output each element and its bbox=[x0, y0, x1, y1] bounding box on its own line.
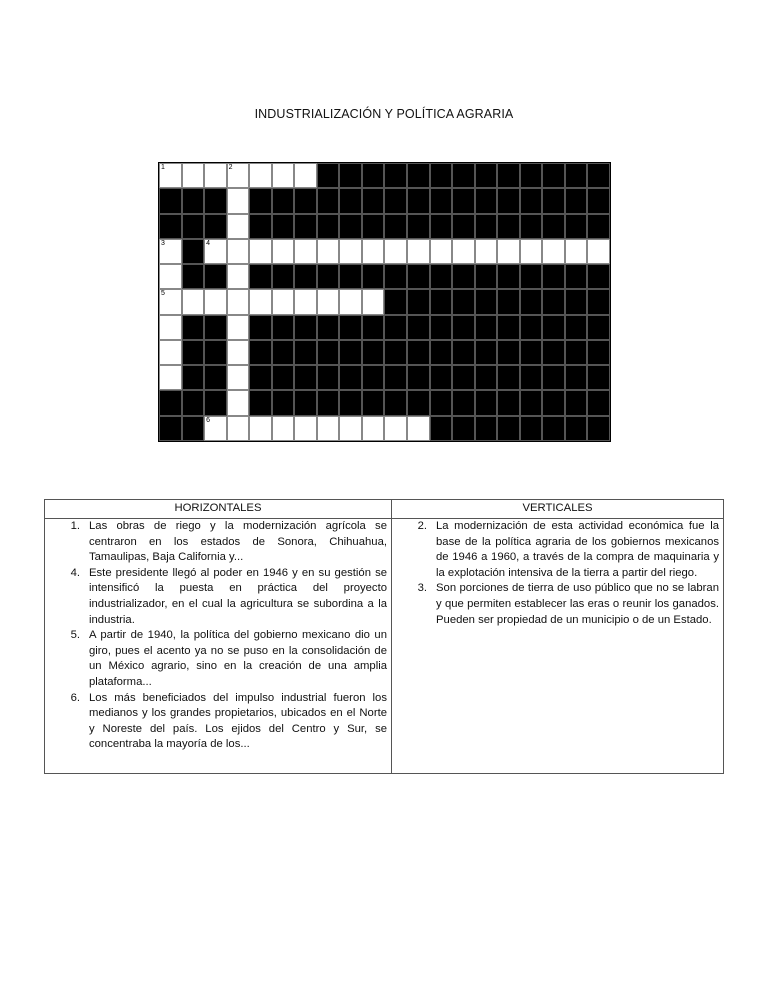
crossword-block bbox=[542, 163, 565, 188]
crossword-block bbox=[587, 365, 610, 390]
crossword-block bbox=[182, 315, 205, 340]
crossword-block bbox=[475, 289, 498, 314]
clue-number-label: 2. bbox=[417, 520, 427, 532]
crossword-cell[interactable] bbox=[227, 365, 250, 390]
crossword-block bbox=[317, 214, 340, 239]
crossword-cell[interactable] bbox=[294, 416, 317, 441]
crossword-cell[interactable] bbox=[159, 239, 182, 264]
crossword-block bbox=[384, 289, 407, 314]
crossword-cell[interactable] bbox=[272, 289, 295, 314]
crossword-block bbox=[542, 188, 565, 213]
crossword-cell[interactable] bbox=[339, 239, 362, 264]
crossword-block bbox=[317, 264, 340, 289]
crossword-block bbox=[520, 264, 543, 289]
crossword-block bbox=[587, 289, 610, 314]
crossword-block bbox=[384, 214, 407, 239]
crossword-cell[interactable] bbox=[227, 340, 250, 365]
crossword-block bbox=[587, 163, 610, 188]
crossword-block bbox=[249, 340, 272, 365]
clue-number: 4 bbox=[206, 239, 210, 247]
clue-number: 1 bbox=[161, 164, 165, 171]
crossword-cell[interactable] bbox=[430, 239, 453, 264]
crossword-block bbox=[520, 188, 543, 213]
vertical-clue-list bbox=[396, 519, 719, 628]
crossword-block bbox=[362, 188, 385, 213]
crossword-block bbox=[475, 163, 498, 188]
crossword-cell[interactable] bbox=[204, 416, 227, 441]
crossword-block bbox=[475, 340, 498, 365]
crossword-cell[interactable] bbox=[159, 340, 182, 365]
clue-number: 5 bbox=[161, 290, 165, 298]
crossword-cell[interactable] bbox=[182, 289, 205, 314]
crossword-block bbox=[587, 214, 610, 239]
crossword-block bbox=[565, 264, 588, 289]
crossword-block bbox=[272, 188, 295, 213]
crossword-block bbox=[294, 264, 317, 289]
crossword-block bbox=[204, 264, 227, 289]
crossword-cell[interactable] bbox=[159, 365, 182, 390]
crossword-block bbox=[204, 340, 227, 365]
crossword-block bbox=[407, 188, 430, 213]
crossword-cell[interactable] bbox=[317, 416, 340, 441]
crossword-block bbox=[587, 340, 610, 365]
crossword-block bbox=[362, 214, 385, 239]
crossword-block bbox=[362, 163, 385, 188]
crossword-block bbox=[294, 390, 317, 415]
page-title: INDUSTRIALIZACIÓN Y POLÍTICA AGRARIA bbox=[254, 107, 514, 121]
crossword-cell[interactable] bbox=[475, 239, 498, 264]
clue-text: Las obras de riego y la modernización agrícola se centraron en los estados de Sonora, Chihuahua, Tamaulipas, Baja California y... bbox=[89, 520, 387, 564]
crossword-block bbox=[587, 390, 610, 415]
crossword-block bbox=[339, 214, 362, 239]
crossword-block bbox=[430, 188, 453, 213]
clue-text: Son porciones de tierra de uso público que no se labran y que permiten establecer las eras o reunir los ganados. Pueden ser propiedad de un municipio o de un Estado. bbox=[436, 582, 719, 626]
horizontal-clue-list bbox=[49, 519, 387, 753]
crossword-block bbox=[497, 315, 520, 340]
crossword-block bbox=[520, 214, 543, 239]
crossword-cell[interactable] bbox=[227, 289, 250, 314]
crossword-block bbox=[542, 264, 565, 289]
crossword-cell[interactable] bbox=[227, 416, 250, 441]
crossword-block bbox=[497, 289, 520, 314]
crossword-block bbox=[542, 416, 565, 441]
crossword-cell[interactable] bbox=[384, 416, 407, 441]
crossword-block bbox=[542, 289, 565, 314]
crossword-block bbox=[520, 289, 543, 314]
crossword-block bbox=[294, 188, 317, 213]
crossword-block bbox=[587, 416, 610, 441]
crossword-block bbox=[475, 264, 498, 289]
crossword-block bbox=[249, 188, 272, 213]
crossword-block bbox=[430, 390, 453, 415]
crossword-block bbox=[182, 365, 205, 390]
clue-text: Este presidente llegó al poder en 1946 y en su gestión se intensificó la puesta en práctica del proyecto industrializador, en el cual la agricultura se subordina a la industria. bbox=[89, 566, 387, 626]
crossword-block bbox=[475, 315, 498, 340]
clues-table bbox=[44, 499, 724, 774]
crossword-block bbox=[339, 163, 362, 188]
crossword-block bbox=[204, 188, 227, 213]
crossword-block bbox=[565, 289, 588, 314]
crossword-block bbox=[159, 214, 182, 239]
crossword-cell[interactable] bbox=[452, 239, 475, 264]
crossword-block bbox=[520, 163, 543, 188]
horizontal-clue bbox=[49, 691, 387, 753]
crossword-cell[interactable] bbox=[204, 239, 227, 264]
crossword-block bbox=[452, 264, 475, 289]
crossword-cell[interactable] bbox=[542, 239, 565, 264]
crossword-block bbox=[339, 188, 362, 213]
crossword-block bbox=[294, 340, 317, 365]
crossword-block bbox=[159, 416, 182, 441]
crossword-block bbox=[542, 390, 565, 415]
crossword-cell[interactable] bbox=[249, 239, 272, 264]
crossword-cell[interactable] bbox=[565, 239, 588, 264]
crossword-block bbox=[204, 390, 227, 415]
crossword-block bbox=[475, 416, 498, 441]
crossword-block bbox=[272, 340, 295, 365]
crossword-block bbox=[430, 214, 453, 239]
crossword-block bbox=[317, 340, 340, 365]
crossword-grid bbox=[158, 162, 611, 442]
crossword-block bbox=[407, 264, 430, 289]
crossword-block bbox=[182, 188, 205, 213]
clue-number: 3 bbox=[161, 239, 165, 247]
crossword-cell[interactable] bbox=[587, 239, 610, 264]
crossword-cell[interactable] bbox=[339, 289, 362, 314]
crossword-block bbox=[339, 390, 362, 415]
horizontal-clue bbox=[49, 566, 387, 628]
crossword-block bbox=[272, 365, 295, 390]
crossword-cell[interactable] bbox=[227, 264, 250, 289]
crossword-block bbox=[407, 214, 430, 239]
crossword-block bbox=[317, 315, 340, 340]
crossword-block bbox=[272, 264, 295, 289]
crossword-cell[interactable] bbox=[294, 163, 317, 188]
crossword-block bbox=[475, 365, 498, 390]
crossword-block bbox=[542, 365, 565, 390]
crossword-block bbox=[272, 315, 295, 340]
crossword-block bbox=[452, 390, 475, 415]
horizontal-clue bbox=[49, 519, 387, 566]
clue-text: Los más beneficiados del impulso industrial fueron los medianos y los grandes propietarios, ubicados en el Norte y Noreste del país. Los ejidos del Centro y Sur, se concentraba la mayoría de los... bbox=[89, 691, 387, 751]
vertical-clue bbox=[396, 519, 719, 581]
crossword-block bbox=[317, 390, 340, 415]
crossword-block bbox=[587, 188, 610, 213]
crossword-block bbox=[430, 416, 453, 441]
crossword-cell[interactable] bbox=[159, 264, 182, 289]
crossword-cell[interactable] bbox=[249, 289, 272, 314]
crossword-block bbox=[182, 340, 205, 365]
crossword-block bbox=[317, 365, 340, 390]
crossword-cell[interactable] bbox=[294, 239, 317, 264]
crossword-cell[interactable] bbox=[497, 239, 520, 264]
crossword-block bbox=[587, 315, 610, 340]
crossword-block bbox=[272, 214, 295, 239]
crossword-block bbox=[430, 340, 453, 365]
crossword-block bbox=[362, 390, 385, 415]
crossword-block bbox=[384, 390, 407, 415]
crossword-block bbox=[384, 264, 407, 289]
crossword-block bbox=[430, 163, 453, 188]
crossword-cell[interactable] bbox=[362, 416, 385, 441]
crossword-block bbox=[565, 188, 588, 213]
crossword-block bbox=[452, 340, 475, 365]
crossword-block bbox=[452, 289, 475, 314]
crossword-block bbox=[182, 264, 205, 289]
crossword-block bbox=[339, 340, 362, 365]
crossword-block bbox=[384, 315, 407, 340]
crossword-block bbox=[249, 365, 272, 390]
crossword-cell[interactable] bbox=[362, 289, 385, 314]
clue-number-label: 1. bbox=[70, 520, 80, 532]
crossword-cell[interactable] bbox=[317, 289, 340, 314]
crossword-block bbox=[542, 340, 565, 365]
crossword-block bbox=[249, 315, 272, 340]
clue-number: 6 bbox=[206, 416, 210, 424]
crossword-block bbox=[407, 315, 430, 340]
crossword-cell[interactable] bbox=[407, 239, 430, 264]
crossword-block bbox=[497, 214, 520, 239]
crossword-cell[interactable] bbox=[204, 289, 227, 314]
clue-number: 2 bbox=[228, 164, 233, 171]
crossword-block bbox=[384, 163, 407, 188]
clue-number-label: 6. bbox=[70, 691, 80, 704]
vertical-clue bbox=[396, 581, 719, 628]
crossword-block bbox=[475, 188, 498, 213]
crossword-block bbox=[159, 390, 182, 415]
crossword-cell[interactable] bbox=[317, 239, 340, 264]
crossword-block bbox=[384, 188, 407, 213]
horizontal-clues-cell bbox=[45, 519, 392, 774]
crossword-block bbox=[407, 163, 430, 188]
crossword-cell[interactable] bbox=[362, 239, 385, 264]
crossword-block bbox=[182, 416, 205, 441]
crossword-cell[interactable] bbox=[227, 390, 250, 415]
crossword-block bbox=[430, 365, 453, 390]
crossword-block bbox=[452, 365, 475, 390]
crossword-block bbox=[497, 340, 520, 365]
crossword-cell[interactable] bbox=[384, 239, 407, 264]
crossword-cell[interactable] bbox=[159, 289, 182, 314]
crossword-block bbox=[475, 390, 498, 415]
crossword-block bbox=[520, 390, 543, 415]
crossword-cell[interactable] bbox=[249, 163, 272, 188]
crossword-cell[interactable] bbox=[227, 315, 250, 340]
crossword-block bbox=[294, 365, 317, 390]
crossword-cell[interactable] bbox=[227, 163, 250, 188]
clue-text: A partir de 1940, la política del gobierno mexicano dio un giro, pues el acento ya no se puso en la consolidación de un México agrario, sino en la creación de una amplia plataforma... bbox=[89, 629, 387, 688]
crossword-block bbox=[362, 340, 385, 365]
crossword-block bbox=[520, 365, 543, 390]
clue-number-label: 4. bbox=[70, 566, 80, 579]
crossword-block bbox=[430, 315, 453, 340]
crossword-block bbox=[362, 365, 385, 390]
clue-text: La modernización de esta actividad económica fue la base de la política agraria de los gobiernos mexicanos de 1946 a 1960, a través de la compra de maquinaria y la explotación intensiva de la tierra a partir del riego. bbox=[436, 520, 719, 579]
clue-number-label: 3. bbox=[417, 582, 427, 595]
crossword-cell[interactable] bbox=[272, 163, 295, 188]
crossword-block bbox=[452, 315, 475, 340]
crossword-block bbox=[339, 315, 362, 340]
crossword-block bbox=[317, 163, 340, 188]
crossword-cell[interactable] bbox=[520, 239, 543, 264]
crossword-block bbox=[497, 163, 520, 188]
crossword-block bbox=[384, 340, 407, 365]
crossword-block bbox=[407, 365, 430, 390]
crossword-block bbox=[565, 365, 588, 390]
crossword-block bbox=[520, 340, 543, 365]
crossword-block bbox=[339, 365, 362, 390]
crossword-cell[interactable] bbox=[204, 163, 227, 188]
crossword-block bbox=[452, 416, 475, 441]
crossword-block bbox=[587, 264, 610, 289]
crossword-block bbox=[497, 390, 520, 415]
crossword-block bbox=[204, 315, 227, 340]
crossword-block bbox=[565, 390, 588, 415]
crossword-cell[interactable] bbox=[407, 416, 430, 441]
crossword-block bbox=[272, 390, 295, 415]
crossword-cell[interactable] bbox=[159, 163, 182, 188]
crossword-block bbox=[565, 163, 588, 188]
crossword-block bbox=[565, 340, 588, 365]
crossword-block bbox=[520, 416, 543, 441]
horizontal-header: HORIZONTALES bbox=[45, 500, 392, 519]
crossword-cell[interactable] bbox=[227, 239, 250, 264]
crossword-block bbox=[497, 264, 520, 289]
crossword-cell[interactable] bbox=[339, 416, 362, 441]
crossword-block bbox=[249, 214, 272, 239]
crossword-block bbox=[182, 390, 205, 415]
crossword-block bbox=[497, 188, 520, 213]
crossword-block bbox=[339, 264, 362, 289]
crossword-block bbox=[452, 163, 475, 188]
crossword-cell[interactable] bbox=[249, 416, 272, 441]
crossword-block bbox=[407, 289, 430, 314]
crossword-block bbox=[407, 390, 430, 415]
horizontal-clue bbox=[49, 628, 387, 690]
crossword-block bbox=[520, 315, 543, 340]
crossword-block bbox=[249, 390, 272, 415]
crossword-block bbox=[294, 315, 317, 340]
crossword-block bbox=[362, 264, 385, 289]
crossword-block bbox=[475, 214, 498, 239]
crossword-block bbox=[542, 315, 565, 340]
crossword-block bbox=[362, 315, 385, 340]
crossword-block bbox=[182, 239, 205, 264]
crossword-block bbox=[294, 214, 317, 239]
crossword-cell[interactable] bbox=[159, 315, 182, 340]
crossword-block bbox=[204, 365, 227, 390]
crossword-block bbox=[497, 416, 520, 441]
crossword-block bbox=[204, 214, 227, 239]
vertical-clues-cell bbox=[392, 519, 724, 774]
crossword-block bbox=[182, 214, 205, 239]
crossword-block bbox=[249, 264, 272, 289]
crossword-cell[interactable] bbox=[227, 188, 250, 213]
crossword-block bbox=[430, 289, 453, 314]
crossword-cell[interactable] bbox=[227, 214, 250, 239]
clue-number-label: 5. bbox=[70, 629, 80, 642]
crossword-block bbox=[159, 188, 182, 213]
crossword-cell[interactable] bbox=[272, 416, 295, 441]
crossword-block bbox=[430, 264, 453, 289]
crossword-block bbox=[452, 188, 475, 213]
crossword-block bbox=[565, 416, 588, 441]
crossword-block bbox=[407, 340, 430, 365]
vertical-header: VERTICALES bbox=[392, 500, 724, 519]
crossword-block bbox=[384, 365, 407, 390]
crossword-block bbox=[565, 214, 588, 239]
crossword-block bbox=[452, 214, 475, 239]
crossword-cell[interactable] bbox=[294, 289, 317, 314]
crossword-block bbox=[497, 365, 520, 390]
crossword-block bbox=[542, 214, 565, 239]
crossword-block bbox=[565, 315, 588, 340]
crossword-cell[interactable] bbox=[272, 239, 295, 264]
crossword-cell[interactable] bbox=[182, 163, 205, 188]
crossword-block bbox=[317, 188, 340, 213]
